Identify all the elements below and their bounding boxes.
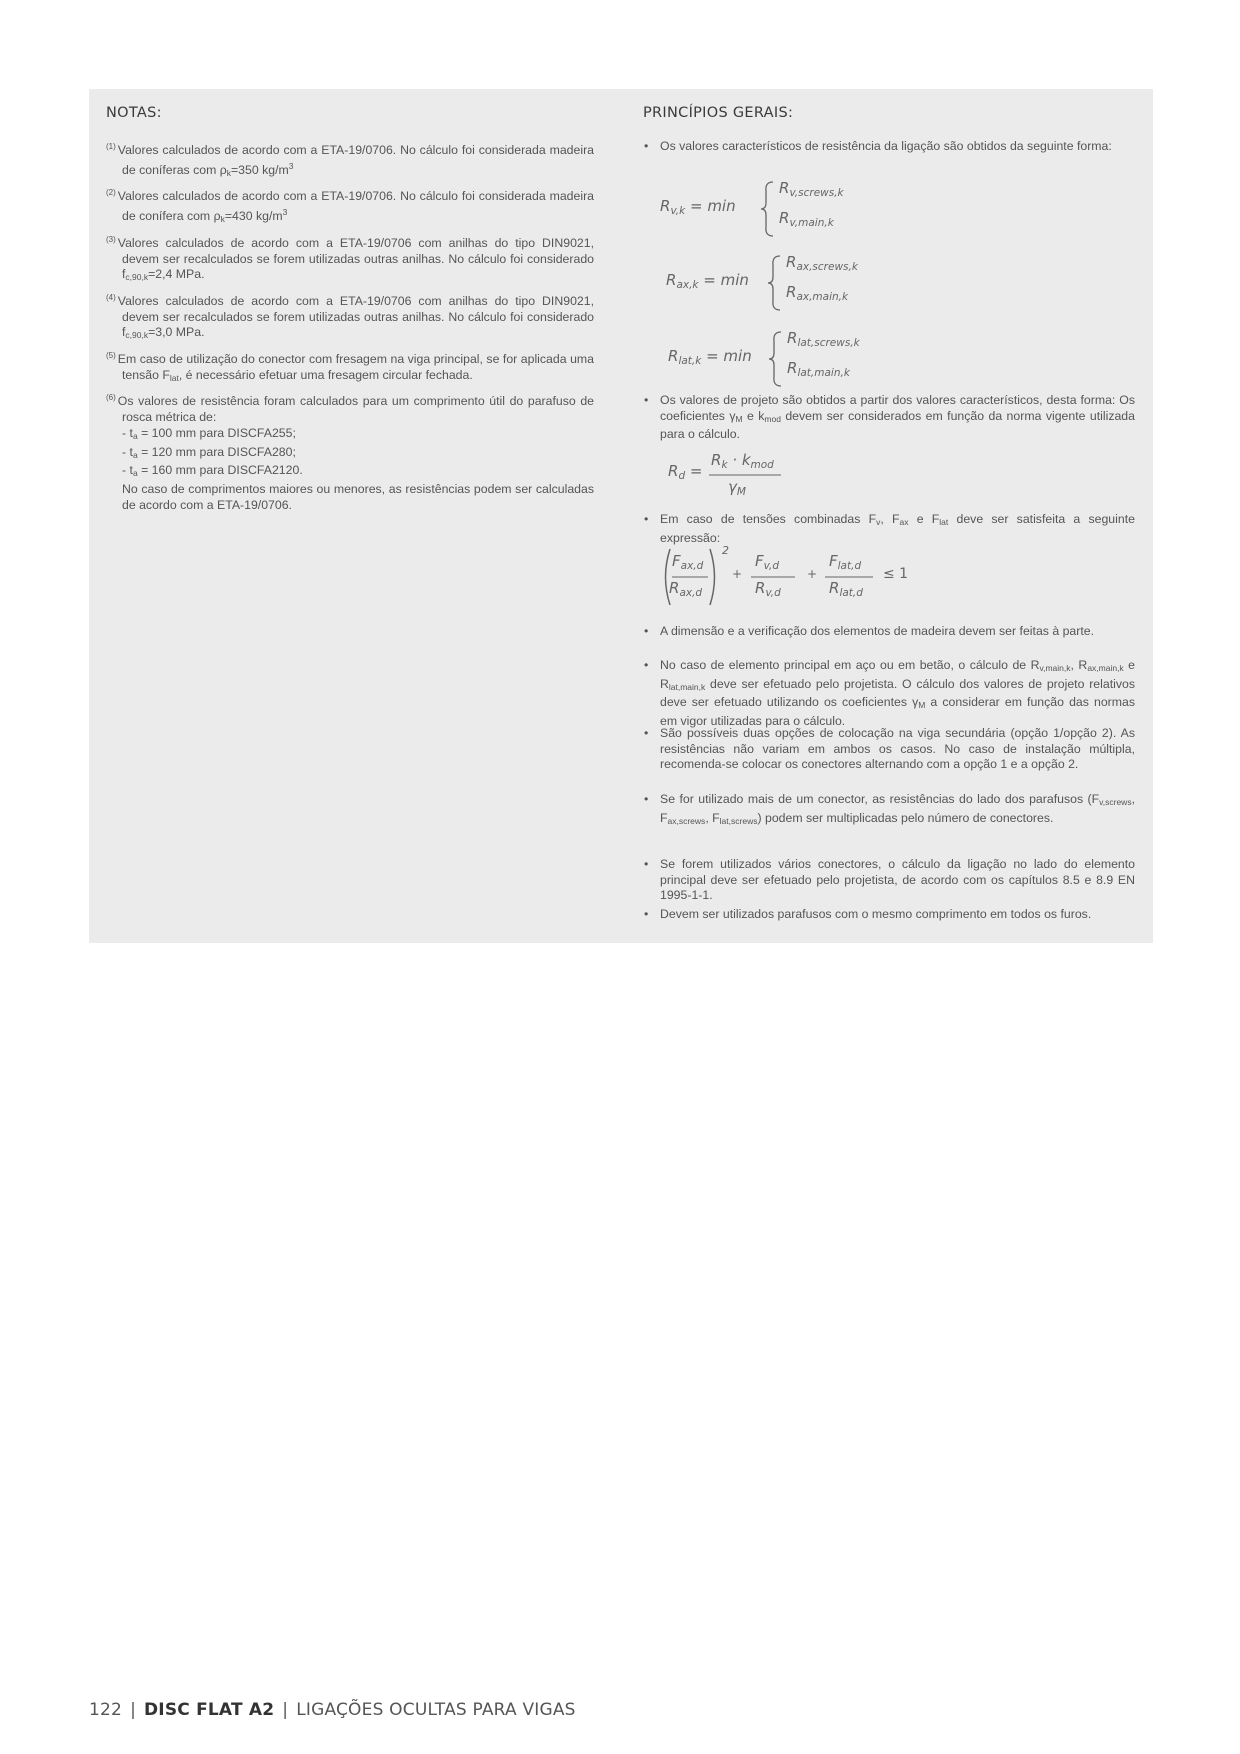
brace-icon [768, 331, 784, 387]
eq-fv-d: $F_{v,d}$ [755, 552, 780, 572]
notes-list [106, 139, 594, 517]
note-6: $^{(6)}$ Os valores de resistência foram calculados para um comprimento útil do parafuso de rosca métrica de: - $t_a = 100$ mm para DISCFA255; - $t_a = 120$ mm para DISCFA280; - $t_a = 160$ mm para DISCFA2120. No caso de comprimentos maiores ou menores, as resistências podem ser calculadas de acordo com a ETA-19/0706. [106, 393, 594, 512]
brace-icon [760, 181, 776, 237]
bullet-combined-stress: • Em caso de tensões combinadas $F_v$, $F_{ax}$ e $F_{lat}$ deve ser satisfeita a seguinte expressão: [643, 512, 1135, 546]
eq-plus-2: + [807, 567, 818, 581]
fraction-bar [825, 576, 873, 578]
content-panel [89, 89, 1153, 943]
length-item: - $t_a = 160$ mm para DISCFA2120. [122, 463, 303, 479]
note-6-closing: No caso de comprimentos maiores ou menores, as resistências podem ser calculadas de acordo com a ETA-19/0706. [122, 481, 594, 512]
eq-rlatk-lhs: $R_{lat,k} = \min$ [668, 347, 752, 367]
eq-rd-denominator: $\gamma_M$ [728, 478, 746, 498]
note-4: $^{(4)}$ Valores calculados de acordo com a ETA-19/0706 com anilhas do tipo DIN9021, devem ser recalculados se forem utilizadas outras anilhas. No cálculo foi considerado $f_{c,90,k}=3,0$ MPa. [106, 292, 594, 341]
principles-title: PRINCÍPIOS GERAIS: [643, 105, 794, 121]
eq-flat-d: $F_{lat,d}$ [829, 552, 862, 572]
brace-icon [767, 255, 783, 311]
eq-rvk-lhs: $R_{v,k} = \min$ [660, 197, 736, 217]
notes-title: NOTAS: [106, 105, 162, 121]
eq-rax-screws: $R_{ax,screws,k}$ [786, 253, 858, 273]
page-number: 122 [89, 1700, 123, 1720]
eq-fax-d: $F_{ax,d}$ [672, 552, 704, 572]
eq-rlat-d: $R_{lat,d}$ [829, 579, 863, 599]
eq-raxk-lhs: $R_{ax,k} = \min$ [666, 271, 749, 291]
bullet-timber-check: • A dimensão e a verificação dos elementos de madeira devem ser feitas à parte. [643, 624, 1135, 640]
section-name: LIGAÇÕES OCULTAS PARA VIGAS [296, 1700, 576, 1720]
product-name: DISC FLAT A2 [144, 1700, 275, 1720]
fraction-bar [709, 474, 781, 476]
eq-plus-1: + [732, 567, 743, 581]
eq-rlat-main: $R_{lat,main,k}$ [787, 359, 850, 379]
bullet-same-length-screws: • Devem ser utilizados parafusos com o mesmo comprimento em todos os furos. [643, 907, 1135, 923]
eq-rv-d: $R_{v,d}$ [755, 579, 781, 599]
bullet-main-element-calc: • Se forem utilizados vários conectores, o cálculo da ligação no lado do elemento principal deve ser efetuado pelo projetista, de acordo com os capítulos 8.5 e 8.9 EN 1995-1-1. [643, 857, 1135, 904]
length-item: - $t_a = 120$ mm para DISCFA280; [122, 444, 296, 460]
eq-rd-lhs: $R_d$ = [668, 462, 703, 482]
eq-le-one: ≤ 1 [883, 566, 909, 582]
eq-exponent: 2 [722, 544, 729, 557]
bullet-characteristic-values: • Os valores característicos de resistência da ligação são obtidos da seguinte forma: [643, 139, 1135, 155]
bullet-placement-options: • São possíveis duas opções de colocação na viga secundária (opção 1/opção 2). As resistências não variam em ambos os casos. No caso de instalação múltipla, recomenda-se colocar os conectores alternando com a opção 1 e a opção 2. [643, 726, 1135, 773]
eq-rax-d: $R_{ax,d}$ [669, 579, 703, 599]
note-1: $^{(1)}$ Valores calculados de acordo com a ETA-19/0706. No cálculo foi considerada madeira de coníferas com $\rho_k=350$ $kg/m^3$ [106, 142, 594, 178]
eq-rlat-screws: $R_{lat,screws,k}$ [787, 329, 860, 349]
eq-rd-numerator: $R_k \cdot k_{mod}$ [711, 451, 774, 471]
note-2: $^{(2)}$ Valores calculados de acordo com a ETA-19/0706. No cálculo foi considerada madeira de conífera com $\rho_k=430$ $kg/m^3$ [106, 188, 594, 225]
bullet-multiple-connectors: • Se for utilizado mais de um conector, as resistências do lado dos parafusos ($F_{v,screws}$, $F_{ax,screws}$, $F_{lat,screws}$) podem ser multiplicadas pelo número de conectores. [643, 792, 1135, 829]
length-item: - $t_a = 100$ mm para DISCFA255; [122, 425, 296, 441]
eq-rv-screws: $R_{v,screws,k}$ [779, 179, 844, 199]
note-5: $^{(5)}$ Em caso de utilização do conector com fresagem na viga principal, se for aplicada uma tensão $F_{lat}$, é necessário efetuar uma fresagem circular fechada. [106, 351, 594, 383]
page-footer: 122 | DISC FLAT A2 | LIGAÇÕES OCULTAS PARA VIGAS [89, 1700, 576, 1720]
eq-rv-main: $R_{v,main,k}$ [779, 209, 834, 229]
bullet-steel-concrete: • No caso de elemento principal em aço ou em betão, o cálculo de $R_{v,main,k}$, $R_{ax,main,k}$ e $R_{lat,main,k}$ deve ser efetuado pelo projetista. O cálculo dos valores de projeto relativos deve ser efetuado utilizando os coeficientes $\gamma_M$ a considerar em função das normas em vigor utilizadas para o cálculo. [643, 658, 1135, 730]
bullet-design-values: • Os valores de projeto são obtidos a partir dos valores característicos, desta forma: Os coeficientes $\gamma_M$ e $k_{mod}$ devem ser considerados em função da norma vigente utilizada para o cálculo. [643, 393, 1135, 443]
eq-rax-main: $R_{ax,main,k}$ [786, 283, 849, 303]
fraction-bar [751, 576, 795, 578]
note-3: $^{(3)}$ Valores calculados de acordo com a ETA-19/0706 com anilhas do tipo DIN9021, devem ser recalculados se forem utilizadas outras anilhas. No cálculo foi considerado $f_{c,90,k}=2,4$ MPa. [106, 234, 594, 283]
